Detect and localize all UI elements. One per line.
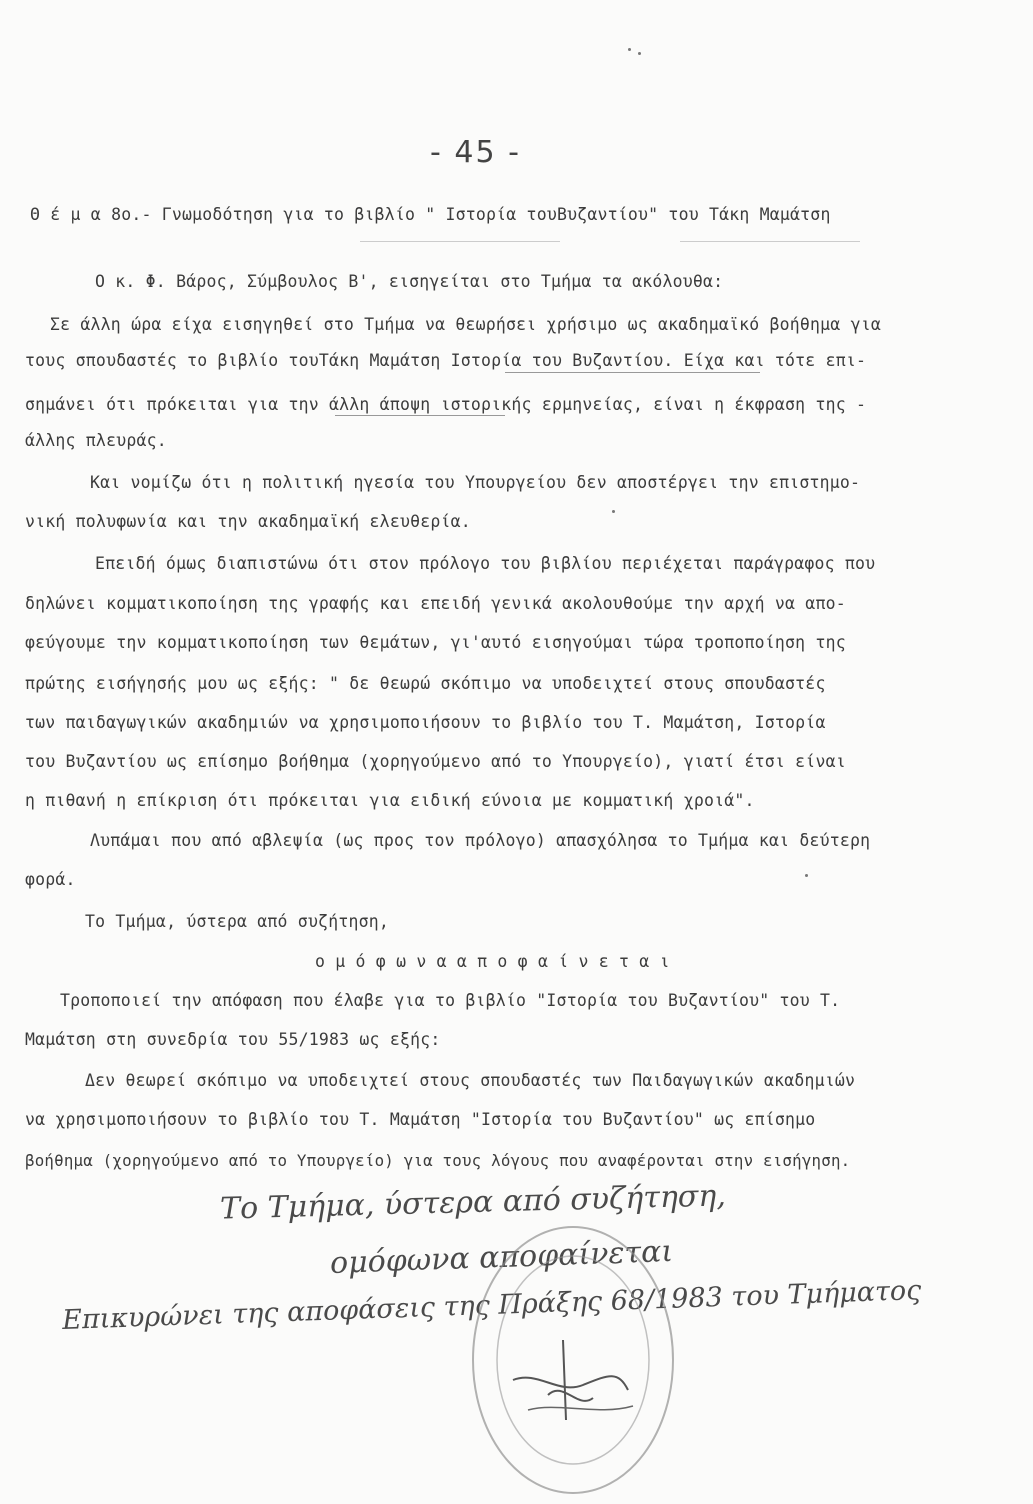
speck [638,52,641,55]
text-line: Επειδή όμως διαπιστώνω ότι στον πρόλογο του βιβλίου περιέχεται παράγραφος που [95,554,876,573]
text-line: βοήθημα (χορηγούμενο από το Υπουργείο) για τους λόγους που αναφέρονται στην εισήγηση. [25,1151,851,1170]
stamp-seal [468,1220,678,1500]
speck [805,874,808,877]
text-line: ο μ ό φ ω ν α α π ο φ α ί ν ε τ α ι [315,952,670,971]
text-line: πρώτης εισήγησής μου ως εξής: " δε θεωρώ σκόπιμο να υποδειχτεί στους σπουδαστές [25,674,826,693]
text-line: Λυπάμαι που από αβλεψία (ως προς τον πρόλογο) απασχόλησα το Τμήμα και δεύτερη [90,831,871,850]
text-line: δηλώνει κομματικοποίηση της γραφής και επειδή γενικά ακολουθούμε την αρχή να απο- [25,594,846,613]
handwritten-line: ομόφωνα αποφαίνεται [329,1234,674,1281]
text-line: Και νομίζω ότι η πολιτική ηγεσία του Υπουργείου δεν αποστέργει την επιστημο- [90,473,861,492]
text-line: Τροποποιεί την απόφαση που έλαβε για το βιβλίο "Ιστορία του Βυζαντίου" του Τ. [60,991,841,1010]
speck [628,48,631,51]
text-line: τους σπουδαστές το βιβλίο τουΤάκη Μαμάτση Ιστορία του Βυζαντίου. Είχα και τότε επι- [25,351,867,370]
handwritten-line: Το Τμήμα, ύστερα από συζήτηση, [219,1178,727,1227]
page-number: - 45 - [430,135,521,170]
text-line: Δεν θεωρεί σκόπιμο να υποδειχτεί στους σπουδαστές των Παιδαγωγικών ακαδημιών [85,1071,856,1090]
text-line: να χρησιμοποιήσουν το βιβλίο του Τ. Μαμάτση "Ιστορία του Βυζαντίου" ως επίσημο [25,1110,816,1129]
underline [335,415,505,416]
text-line: των παιδαγωγικών ακαδημιών να χρησιμοποιήσουν το βιβλίο του Τ. Μαμάτση, Ιστορία [25,713,826,732]
text-line: Σε άλλη ώρα είχα εισηγηθεί στο Τμήμα να θεωρήσει χρήσιμο ως ακαδημαϊκό βοήθημα για [50,315,881,334]
speck [612,510,615,513]
handwritten-line: Επικυρώνει της αποφάσεις της Πράξης 68/1983 του Τμήματος [61,1275,922,1336]
text-line: Μαμάτση στη συνεδρία του 55/1983 ως εξής: [25,1030,441,1049]
text-line: η πιθανή η επίκριση ότι πρόκειται για ειδική εύνοια με κομματική χροιά". [25,791,755,810]
text-line: του Βυζαντίου ως επίσημο βοήθημα (χορηγούμενο από το Υπουργείο), γιατί έτσι είναι [25,752,846,771]
official-stamp [468,1220,678,1500]
text-line: φεύγουμε την κομματικοποίηση των θεμάτων, γι'αυτό εισηγούμαι τώρα τροποποίηση της [25,633,846,652]
underline [505,372,760,373]
underline [680,241,860,242]
text-line: άλλης πλευράς. [25,431,167,450]
text-line: Ο κ. Φ. Βάρος, Σύμβουλος Β', εισηγείται στο Τμήμα τα ακόλουθα: [95,272,724,291]
underline [360,241,560,242]
text-line: νική πολυφωνία και την ακαδημαϊκή ελευθερία. [25,512,471,531]
text-line: φορά. [25,870,76,889]
text-line: Το Τμήμα, ύστερα από συζήτηση, [85,912,390,931]
text-line: Θ έ μ α 8ο.- Γνωμοδότηση για το βιβλίο " Ιστορία τουΒυζαντίου" του Τάκη Μαμάτση [30,205,831,224]
text-line: σημάνει ότι πρόκειται για την άλλη άποψη ιστορικής ερμηνείας, είναι η έκφραση της - [25,395,867,414]
